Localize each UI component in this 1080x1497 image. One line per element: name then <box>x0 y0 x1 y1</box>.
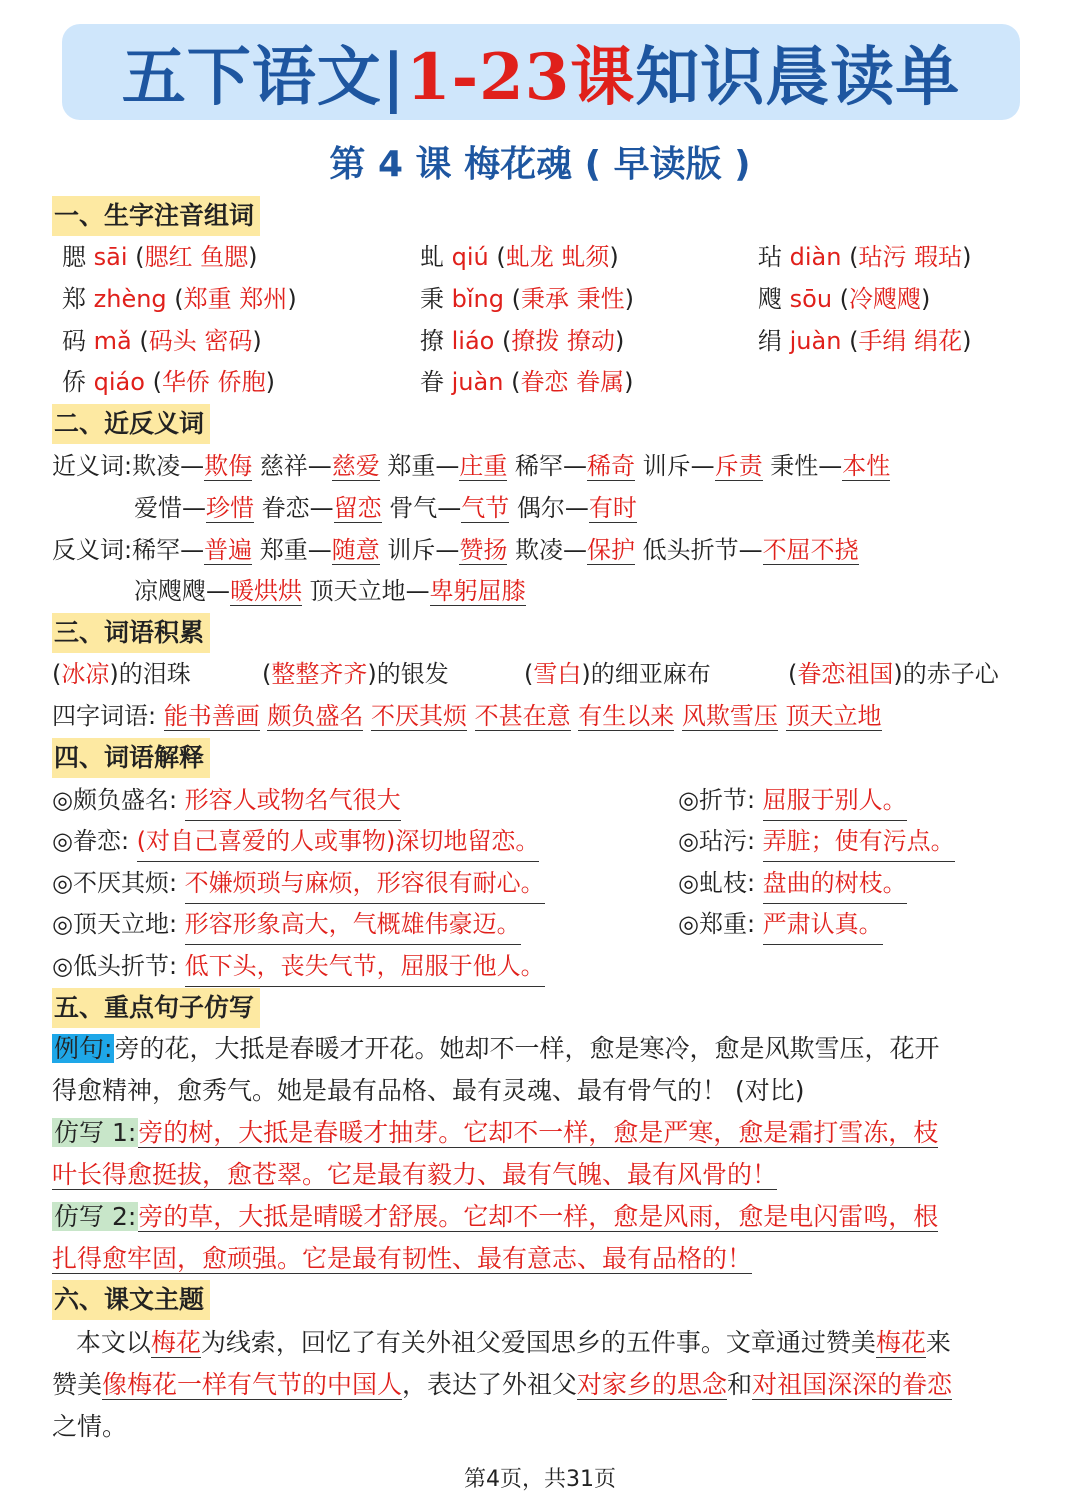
pair-word: 欺凌— <box>132 452 205 480</box>
pair-word: 欺凌— <box>515 536 588 564</box>
spacer <box>302 577 310 605</box>
section-heading-definitions: 四、词语解释 <box>52 738 210 778</box>
spacer <box>252 452 260 480</box>
char-words: 眷恋 眷属 <box>520 368 625 396</box>
four-char-words <box>52 696 882 736</box>
paren: ( <box>262 660 272 688</box>
definition-text: 盘曲的树枝。 <box>763 863 907 904</box>
char-words: 手绢 绢花 <box>858 327 963 355</box>
paren: ( <box>841 327 859 355</box>
four-char-word: 不甚在意 <box>474 702 571 730</box>
paren: ( <box>52 660 62 688</box>
paren: ( <box>524 660 534 688</box>
pair-word: 顶天立地— <box>309 577 430 605</box>
pair-word: 慈祥— <box>259 452 332 480</box>
char-words: 冷飕飕 <box>849 285 922 313</box>
theme-text: 和 <box>727 1370 753 1399</box>
char-words: 撩拨 撩动 <box>511 327 616 355</box>
char-entry <box>420 237 619 277</box>
char-pinyin: sāi <box>93 243 128 271</box>
example-line-1 <box>52 1028 1032 1070</box>
word-pair-line <box>52 530 859 570</box>
pair-answer: 暖烘烘 <box>230 577 302 605</box>
paren: ) <box>367 660 377 688</box>
definition-entry <box>678 863 907 904</box>
title-part3: 知识晨读单 <box>635 40 961 115</box>
fill-answer: 雪白 <box>533 660 582 688</box>
char-entry <box>758 237 971 277</box>
paren: ) <box>962 243 972 271</box>
definition-term: ◎低头折节: <box>52 952 185 980</box>
theme-answer: 对家乡的思念 <box>577 1370 728 1399</box>
pair-word: 凉飕飕— <box>134 577 230 605</box>
fill-answer: 冰凉 <box>61 660 110 688</box>
char-words: 郑重 郑州 <box>183 285 288 313</box>
pair-answer: 卑躬屈膝 <box>429 577 526 605</box>
imitation-2-label: 仿写 2: <box>54 1202 137 1231</box>
char-words: 秉承 秉性 <box>521 285 625 313</box>
char-pinyin: mǎ <box>93 327 132 355</box>
definition-entry <box>52 904 521 945</box>
definition-term: ◎虬枝: <box>678 869 763 897</box>
char-glyph: 秉 <box>420 285 452 313</box>
theme-text: 本文以 <box>75 1328 151 1357</box>
char-entry <box>62 237 258 277</box>
char-words: 腮红 鱼腮 <box>144 243 249 271</box>
theme-text: 之情。 <box>52 1412 128 1441</box>
char-pinyin: zhèng <box>93 285 167 313</box>
char-pinyin: sōu <box>789 285 833 313</box>
four-char-word: 颇负盛名 <box>267 702 364 730</box>
paren: ( <box>166 285 184 313</box>
pair-word: 眷恋— <box>261 494 334 522</box>
example-label: 例句: <box>54 1034 113 1063</box>
paren: ( <box>832 285 850 313</box>
char-words: 虬龙 虬须 <box>505 243 610 271</box>
definition-entry <box>678 821 955 862</box>
imitation-1-line-2 <box>52 1154 1032 1196</box>
four-char-word: 顶天立地 <box>785 702 882 730</box>
definition-text: 形容人或物名气很大 <box>185 780 401 821</box>
char-glyph: 码 <box>62 327 94 355</box>
paren: ( <box>841 243 859 271</box>
four-label: 四字词语: <box>52 702 164 730</box>
pair-word: 郑重— <box>259 536 332 564</box>
paren: ( <box>144 368 162 396</box>
pair-answer: 赞扬 <box>459 536 508 564</box>
four-char-word: 有生以来 <box>578 702 675 730</box>
pair-word: 低头折节— <box>642 536 763 564</box>
definition-entry <box>678 904 883 945</box>
char-glyph: 眷 <box>420 368 452 396</box>
section-heading-accumulation: 三、词语积累 <box>52 613 210 653</box>
pair-word: 骨气— <box>389 494 462 522</box>
imitation-2-line-1 <box>52 1196 1032 1238</box>
pair-word: 秉性— <box>770 452 843 480</box>
char-entry <box>420 279 634 319</box>
pair-answer: 稀奇 <box>587 452 636 480</box>
imitation-1-text-1: 旁的树，大抵是春暖才抽芽。它却不一样，愈是严寒，愈是霜打雪冻，枝 <box>138 1118 939 1147</box>
imitation-2-text-1: 旁的草，大抵是晴暖才舒展。它却不一样，愈是风雨，愈是电闪雷鸣，根 <box>138 1202 939 1231</box>
section-heading-synonyms: 二、近反义词 <box>52 404 210 444</box>
paren: ) <box>609 243 619 271</box>
paren: ) <box>615 327 625 355</box>
pair-word: 稀罕— <box>515 452 588 480</box>
theme-line-3 <box>52 1406 1032 1448</box>
word-pair-line <box>134 488 637 528</box>
pair-word: 训斥— <box>387 536 460 564</box>
fill-rest: 的细亚麻布 <box>590 660 711 688</box>
fill-phrase <box>524 654 711 694</box>
char-entry <box>62 279 297 319</box>
char-pinyin: juàn <box>789 327 842 355</box>
char-pinyin: qiáo <box>93 368 145 396</box>
example-text-2: 得愈精神，愈秀气。她是最有品格、最有灵魂、最有骨气的！ (对比) <box>52 1076 805 1105</box>
section-heading-theme: 六、课文主题 <box>52 1280 210 1320</box>
pair-answer: 有时 <box>588 494 637 522</box>
theme-answer: 像梅花一样有气节的中国人 <box>102 1370 403 1399</box>
char-pinyin: qiú <box>451 243 489 271</box>
imitation-1-label: 仿写 1: <box>54 1118 137 1147</box>
char-glyph: 郑 <box>62 285 94 313</box>
fill-phrase <box>262 654 449 694</box>
char-glyph: 侨 <box>62 368 94 396</box>
imitation-2-line-2 <box>52 1238 1032 1280</box>
definition-text: (对自己喜爱的人或事物)深切地留恋。 <box>137 821 540 862</box>
definition-term: ◎折节: <box>678 786 763 814</box>
definition-term: ◎玷污: <box>678 827 763 855</box>
definition-term: ◎郑重: <box>678 910 763 938</box>
paren: ) <box>624 285 635 313</box>
paren: ( <box>488 243 506 271</box>
paren: ) <box>921 285 931 313</box>
page-footer: 第4页，共31页 <box>464 1467 616 1492</box>
char-glyph: 玷 <box>758 243 790 271</box>
char-entry <box>758 279 930 319</box>
four-char-word: 风欺雪压 <box>681 702 778 730</box>
definition-term: ◎眷恋: <box>52 827 137 855</box>
paren: ) <box>287 285 297 313</box>
definition-entry <box>52 863 545 904</box>
char-pinyin: liáo <box>451 327 495 355</box>
spacer <box>635 536 643 564</box>
paren: ) <box>581 660 591 688</box>
spacer <box>674 702 682 730</box>
pair-answer: 慈爱 <box>331 452 380 480</box>
page-title <box>122 26 960 118</box>
theme-answer: 对祖国深深的眷恋 <box>752 1370 953 1399</box>
spacer <box>507 536 515 564</box>
theme-text: 来 <box>925 1328 951 1357</box>
pair-answer: 不屈不挠 <box>762 536 859 564</box>
pair-answer: 本性 <box>842 452 891 480</box>
char-pinyin: diàn <box>789 243 842 271</box>
spacer <box>507 452 515 480</box>
spacer <box>635 452 643 480</box>
theme-text: ，表达了外祖父 <box>402 1370 578 1399</box>
definition-text: 严肃认真。 <box>763 904 883 945</box>
word-pair-line <box>52 446 890 486</box>
pair-answer: 随意 <box>331 536 380 564</box>
word-pair-line <box>134 571 526 611</box>
pair-answer: 保护 <box>587 536 636 564</box>
char-glyph: 腮 <box>62 243 94 271</box>
theme-text: 赞美 <box>52 1370 103 1399</box>
section-heading-characters: 一、生字注音组词 <box>52 196 260 236</box>
paren: ( <box>788 660 798 688</box>
spacer <box>467 702 475 730</box>
fill-answer: 整整齐齐 <box>271 660 368 688</box>
paren: ) <box>248 243 258 271</box>
definition-term: ◎顶天立地: <box>52 910 185 938</box>
paren: ( <box>127 243 145 271</box>
fill-answer: 眷恋祖国 <box>797 660 894 688</box>
fill-phrase <box>788 654 999 694</box>
definition-entry <box>52 780 401 821</box>
pair-word: 训斥— <box>642 452 715 480</box>
pair-answer: 珍惜 <box>206 494 254 522</box>
imitation-2-text-2: 扎得愈牢固，愈顽强。它是最有韧性、最有意志、最有品格的！ <box>52 1244 753 1273</box>
spacer <box>778 702 786 730</box>
pair-word: 爱惜— <box>134 494 206 522</box>
paren: ) <box>109 660 119 688</box>
pair-label: 反义词: <box>52 536 133 564</box>
paren: ( <box>131 327 149 355</box>
char-words: 码头 密码 <box>148 327 253 355</box>
title-banner <box>62 24 1020 120</box>
definition-term: ◎颇负盛名: <box>52 786 185 814</box>
imitation-1-text-2: 叶长得愈挺拔，愈苍翠。它是最有毅力、最有气魄、最有风骨的！ <box>52 1160 778 1189</box>
char-entry <box>420 321 624 361</box>
example-line-2 <box>52 1070 1032 1112</box>
paren: ( <box>504 285 521 313</box>
pair-answer: 气节 <box>461 494 510 522</box>
char-entry <box>758 321 971 361</box>
char-glyph: 绢 <box>758 327 790 355</box>
theme-line-1 <box>52 1322 1032 1364</box>
definition-text: 屈服于别人。 <box>763 780 907 821</box>
fill-rest: 的银发 <box>376 660 449 688</box>
char-glyph: 虬 <box>420 243 452 271</box>
char-pinyin: juàn <box>451 368 504 396</box>
paren: ) <box>252 327 262 355</box>
char-entry <box>62 321 262 361</box>
pair-word: 郑重— <box>387 452 460 480</box>
fill-rest: 的泪珠 <box>118 660 191 688</box>
theme-answer: 梅花 <box>150 1328 201 1357</box>
pair-answer: 欺侮 <box>204 452 253 480</box>
title-part1: 五下语文| <box>121 40 407 115</box>
four-char-word: 能书善画 <box>163 702 260 730</box>
pair-answer: 庄重 <box>459 452 508 480</box>
section-heading-imitation: 五、重点句子仿写 <box>52 988 260 1028</box>
definition-text: 低下头，丧失气节，屈服于他人。 <box>185 946 545 987</box>
paren: ( <box>503 368 521 396</box>
definition-text: 形容形象高大，气概雄伟豪迈。 <box>185 904 521 945</box>
definition-entry <box>678 780 907 821</box>
pair-answer: 普遍 <box>204 536 253 564</box>
char-entry <box>420 362 633 402</box>
char-words: 玷污 瑕玷 <box>858 243 963 271</box>
definition-term: ◎不厌其烦: <box>52 869 185 897</box>
lesson-subtitle: 第 4 课 梅花魂 ( 早读版 ) <box>329 144 751 185</box>
pair-word: 稀罕— <box>132 536 205 564</box>
pair-word: 偶尔— <box>516 494 589 522</box>
spacer <box>252 536 260 564</box>
theme-text: 为线索，回忆了有关外祖父爱国思乡的五件事。文章通过赞美 <box>200 1328 876 1357</box>
char-glyph: 撩 <box>420 327 452 355</box>
paren: ) <box>265 368 275 396</box>
theme-answer: 梅花 <box>875 1328 926 1357</box>
char-entry <box>62 362 275 402</box>
imitation-1-line-1 <box>52 1112 1032 1154</box>
fill-phrase <box>52 654 191 694</box>
spacer <box>509 494 517 522</box>
char-glyph: 飕 <box>758 285 790 313</box>
theme-line-2 <box>52 1364 1032 1406</box>
fill-rest: 的赤子心 <box>902 660 999 688</box>
spacer <box>363 702 371 730</box>
pair-label: 近义词: <box>52 452 133 480</box>
paren: ) <box>624 368 634 396</box>
pair-answer: 留恋 <box>333 494 382 522</box>
four-char-word: 不厌其烦 <box>371 702 467 730</box>
pair-answer: 斥责 <box>714 452 763 480</box>
definition-text: 不嫌烦琐与麻烦，形容很有耐心。 <box>185 863 545 904</box>
char-words: 华侨 侨胞 <box>161 368 266 396</box>
spacer <box>254 494 262 522</box>
paren: ) <box>893 660 903 688</box>
definition-entry <box>52 821 539 862</box>
example-text-1: 旁的花，大抵是春暖才开花。她却不一样，愈是寒冷，愈是风欺雪压，花开 <box>114 1034 940 1063</box>
title-part2: 1-23课 <box>406 40 636 115</box>
definition-text: 弄脏；使有污点。 <box>763 821 955 862</box>
char-pinyin: bǐng <box>451 285 504 313</box>
paren: ) <box>962 327 972 355</box>
paren: ( <box>494 327 512 355</box>
definition-entry <box>52 946 545 987</box>
